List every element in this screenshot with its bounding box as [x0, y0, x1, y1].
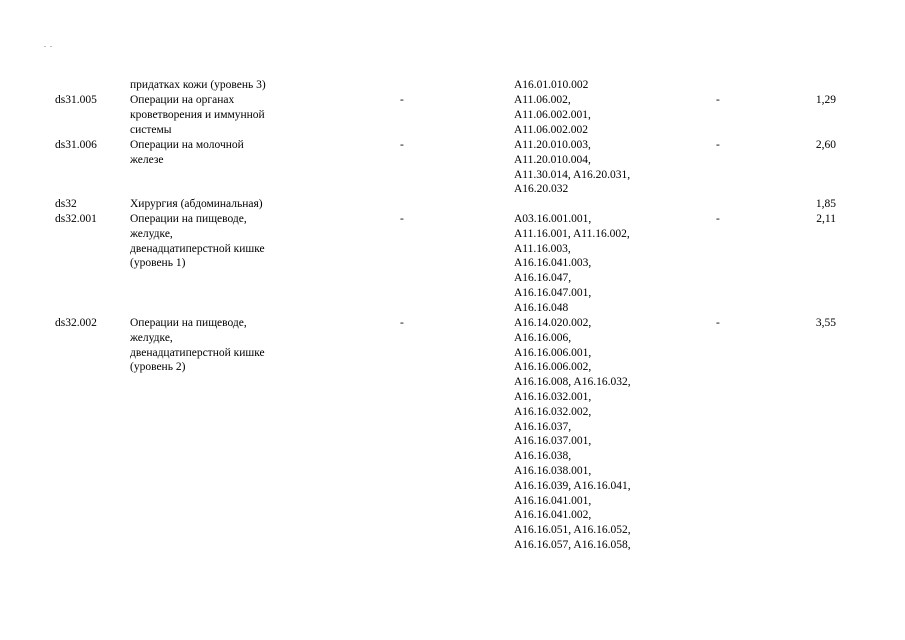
service-code-line: A11.06.002.001, — [514, 108, 591, 121]
row-dash: - — [400, 213, 404, 225]
service-code-line: A11.06.002.002 — [514, 123, 589, 136]
service-code-line: A16.16.057, A16.16.058, — [514, 538, 631, 551]
row-dash: - — [716, 94, 720, 106]
service-code-line: A16.16.038, — [514, 450, 572, 463]
row-name-line: Операции на пищеводе, — [130, 213, 247, 225]
page-corner-mark: . . — [44, 40, 53, 49]
service-code-line: A11.20.010.003, — [514, 139, 591, 151]
row-service-codes — [514, 78, 588, 93]
service-code-line: A16.16.041.002, — [514, 509, 592, 522]
service-code-line: A16.16.037.001, — [514, 435, 592, 448]
service-code-line: A11.30.014, A16.20.031, — [514, 168, 631, 181]
row-code: ds32 — [55, 198, 77, 210]
row-code: ds31.006 — [55, 139, 97, 151]
service-code-line: A16.16.047.001, — [514, 286, 592, 299]
service-code-line: A16.16.032.002, — [514, 405, 592, 418]
row-name-line: придатках кожи (уровень 3) — [130, 79, 266, 91]
row-name — [130, 197, 263, 212]
row-name — [130, 78, 266, 93]
row-coefficient: 2,11 — [816, 213, 836, 225]
service-code-line: A16.14.020.002, — [514, 317, 592, 329]
service-code-line: A11.06.002, — [514, 94, 571, 106]
service-code-line: A16.16.048 — [514, 301, 569, 314]
row-name-line: двенадцатиперстной кишке — [130, 242, 265, 255]
service-code-line: A16.16.032.001, — [514, 390, 592, 403]
row-dash: - — [400, 317, 404, 329]
row-code: ds32.002 — [55, 317, 97, 329]
row-coefficient: 3,55 — [815, 317, 836, 329]
service-code-line: A16.20.032 — [514, 183, 569, 196]
row-name-line: кроветворения и иммунной — [130, 108, 265, 121]
row-name — [130, 93, 265, 137]
row-name — [130, 138, 244, 168]
row-name-line: Операции на пищеводе, — [130, 317, 247, 329]
row-name-line: железе — [130, 153, 164, 166]
row-code: ds32.001 — [55, 213, 97, 225]
row-dash: - — [716, 317, 720, 329]
service-code-line: A16.16.047, — [514, 272, 572, 285]
row-dash: - — [400, 139, 404, 151]
row-dash: - — [716, 139, 720, 151]
row-dash: - — [400, 94, 404, 106]
row-name-line: (уровень 1) — [130, 257, 186, 270]
service-code-line: A16.01.010.002 — [514, 79, 589, 91]
service-code-line: A16.16.037, — [514, 420, 572, 433]
row-coefficient: 1,29 — [815, 94, 836, 106]
row-name-line: желудке, — [130, 227, 173, 240]
service-code-line: A16.16.039, A16.16.041, — [514, 479, 631, 492]
service-code-line: A16.16.008, A16.16.032, — [514, 376, 631, 389]
row-service-codes — [514, 212, 630, 316]
service-code-line: A16.16.051, A16.16.052, — [514, 524, 631, 537]
service-code-line: A16.16.041.001, — [514, 494, 592, 507]
row-dash: - — [716, 213, 720, 225]
row-name-line: (уровень 2) — [130, 361, 186, 374]
service-code-line: A16.16.006.001, — [514, 346, 592, 359]
service-code-line: A16.16.006, — [514, 331, 572, 344]
service-code-line: A16.16.041.003, — [514, 257, 592, 270]
service-code-line: A03.16.001.001, — [514, 213, 592, 225]
row-name — [130, 316, 265, 375]
row-name-line: системы — [130, 123, 172, 136]
row-name-line: Операции на молочной — [130, 139, 244, 151]
row-name-line: Хирургия (абдоминальная) — [130, 198, 263, 210]
row-code: ds31.005 — [55, 94, 97, 106]
row-coefficient: 1,85 — [815, 198, 836, 210]
row-name-line: Операции на органах — [130, 94, 235, 106]
row-name-line: двенадцатиперстной кишке — [130, 346, 265, 359]
row-name-line: желудке, — [130, 331, 173, 344]
service-code-line: A11.16.003, — [514, 242, 571, 255]
row-service-codes — [514, 93, 591, 137]
service-code-line: A11.16.001, A11.16.002, — [514, 227, 630, 240]
service-code-line: A16.16.006.002, — [514, 361, 592, 374]
row-coefficient: 2,60 — [815, 139, 836, 151]
row-service-codes — [514, 316, 631, 553]
row-name — [130, 212, 265, 271]
row-service-codes — [514, 138, 630, 197]
service-code-line: A16.16.038.001, — [514, 464, 592, 477]
service-code-line: A11.20.010.004, — [514, 153, 591, 166]
